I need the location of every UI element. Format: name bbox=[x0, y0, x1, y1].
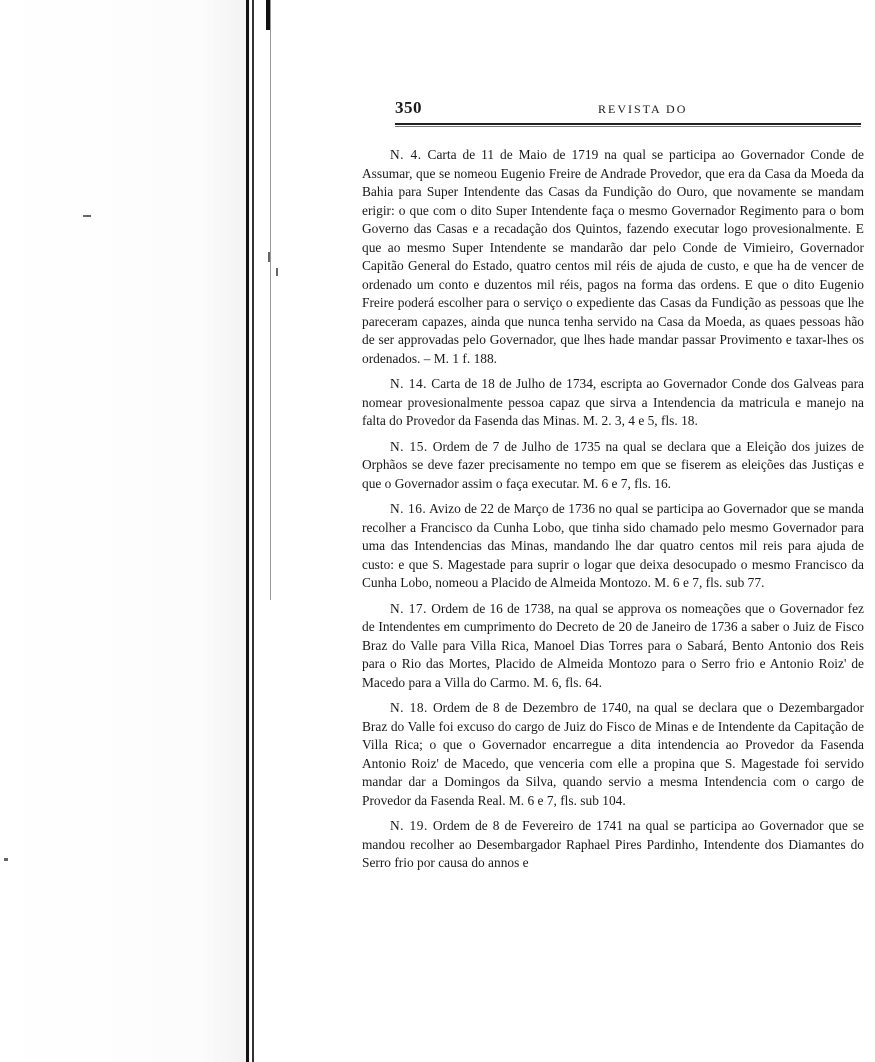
entry-n15 bbox=[362, 438, 864, 494]
entry-number: N. 19. bbox=[390, 818, 428, 833]
margin-speck bbox=[83, 215, 91, 217]
page-number: 350 bbox=[395, 98, 422, 117]
entry-n19 bbox=[362, 817, 864, 873]
entry-n17 bbox=[362, 600, 864, 693]
entry-number: N. 17. bbox=[390, 600, 427, 616]
entry-number: N. 16. bbox=[390, 501, 427, 516]
entry-n16 bbox=[362, 500, 864, 593]
entry-text: Ordem de 7 de Julho de 1735 na qual se declara que a Eleição dos juizes de Orphãos se deve fazer precisamente no tempo em que se fiserem as eleições das Justiças e que o Governador assim o faça executar. M. 6 e 7, fls. 16. bbox=[362, 438, 864, 491]
running-head: REVISTA DO bbox=[598, 102, 688, 116]
header-rule-thin bbox=[395, 126, 861, 127]
page-header bbox=[395, 98, 861, 122]
margin-speck bbox=[4, 858, 8, 861]
margin-speck bbox=[276, 268, 278, 276]
header-rule bbox=[395, 123, 861, 125]
entry-text: Avizo de 22 de Março de 1736 no qual se participa ao Governador que se manda recolher a Francisco da Cunha Lobo, que tinha sido chamado pelo mesmo Governador para uma das Intendencias das Minas, mandando lhe dar quatro centos mil reis para ajuda de custo: e que S. Magestade para suprir o logar que deixa desocupado o mesmo Francisco da Cunha Lobo, nomeou a Placido de Almeida Montozo. M. 6 e 7, fls. sub 77. bbox=[362, 501, 865, 590]
margin-speck bbox=[268, 252, 270, 262]
entry-number: N. 14. bbox=[390, 376, 428, 391]
entry-number: N. 18. bbox=[390, 700, 428, 715]
entry-text: Ordem de 8 de Fevereiro de 1741 na qual se participa ao Governador que se mandou recolher ao Desembargador Raphael Pires Pardinho, Intendente dos Diamantes do Serro frio por causa do annos e bbox=[362, 818, 864, 870]
entry-text: Carta de 18 de Julho de 1734, escripta ao Governador Conde dos Galveas para nomear provesionalmente pessoa capaz que sirva a Intendencia da matricula e manejo na falta do Provedor da Fasenda das Minas. M. 2. 3, 4 e 5, fls. 18. bbox=[362, 376, 864, 428]
entry-n4 bbox=[362, 146, 864, 368]
entry-text: Carta de 11 de Maio de 1719 na qual se participa ao Governador Conde de Assumar, que se nomeou Eugenio Freire de Andrade Provedor, que era da Casa da Moeda da Bahia para Super Intendente das Casas da Fundição do Ouro, que novamente se mandam erigir: o que com o dito Super Intendente faça o mesmo Governador Regimento para o bom Governo das Casas e a recadação dos Quintos, fazendo executar logo provesionalmente. E que ao mesmo Super Intendente se mandarão dar pelo Conde de Vimieiro, Governador Capitão General do Estado, quatro centos mil réis de ajuda de custo, e que ha de vencer de ordenado um conto e duzentos mil réis, pagos na forma das ordens. E que o dito Eugenio Freire poderá escolher para o serviço o expediente das Casas da Fundição as pessoas que lhe pareceram capazes, ainda que nunca tenha servido na Casa da Moeda, as quaes pessoas hão de ser approvadas pelo Governador, que lhes hade mandar passar Provimento e taxar-lhes os ordenados. – M. 1 f. 188. bbox=[362, 147, 864, 366]
entry-n18 bbox=[362, 699, 864, 810]
entry-n14 bbox=[362, 375, 864, 431]
binding-crease bbox=[270, 0, 271, 600]
left-blank-page bbox=[0, 0, 250, 1062]
document-body bbox=[362, 146, 864, 873]
entry-text: Ordem de 16 de 1738, na qual se approva os nomeações que o Governador fez de Intendentes em cumprimento do Decreto de 20 de Janeiro de 1736 a saber o Juiz de Fisco Braz do Valle para Villa Rica, Manoel Dias Torres para o Sabará, Bento Antonio dos Reis para o Rio das Mortes, Placido de Almeida Montozo para o Serro frio e Antonio Roiz' de Macedo para a Villa do Carmo. M. 6, fls. 64. bbox=[362, 600, 864, 690]
book-binding-edge bbox=[246, 0, 249, 1062]
entry-text: Ordem de 8 de Dezembro de 1740, na qual se declara que o Dezembargador Braz do Valle foi excuso do cargo de Juiz do Fisco de Minas e de Intendente da Capitação de Villa Rica; o que o Governador encarregue a dita intendencia ao Provedor da Fasenda Antonio Roiz' de Macedo, que venceria com elle a propina que S. Magestade foi servido mandar dar a Domingos da Silva, quando servio a mesma Intendencia com o cargo de Provedor da Fasenda Real. M. 6 e 7, fls. sub 104. bbox=[362, 700, 864, 808]
entry-number: N. 4. bbox=[390, 147, 422, 162]
entry-number: N. 15. bbox=[390, 438, 428, 454]
book-binding-edge-inner bbox=[252, 0, 254, 1062]
